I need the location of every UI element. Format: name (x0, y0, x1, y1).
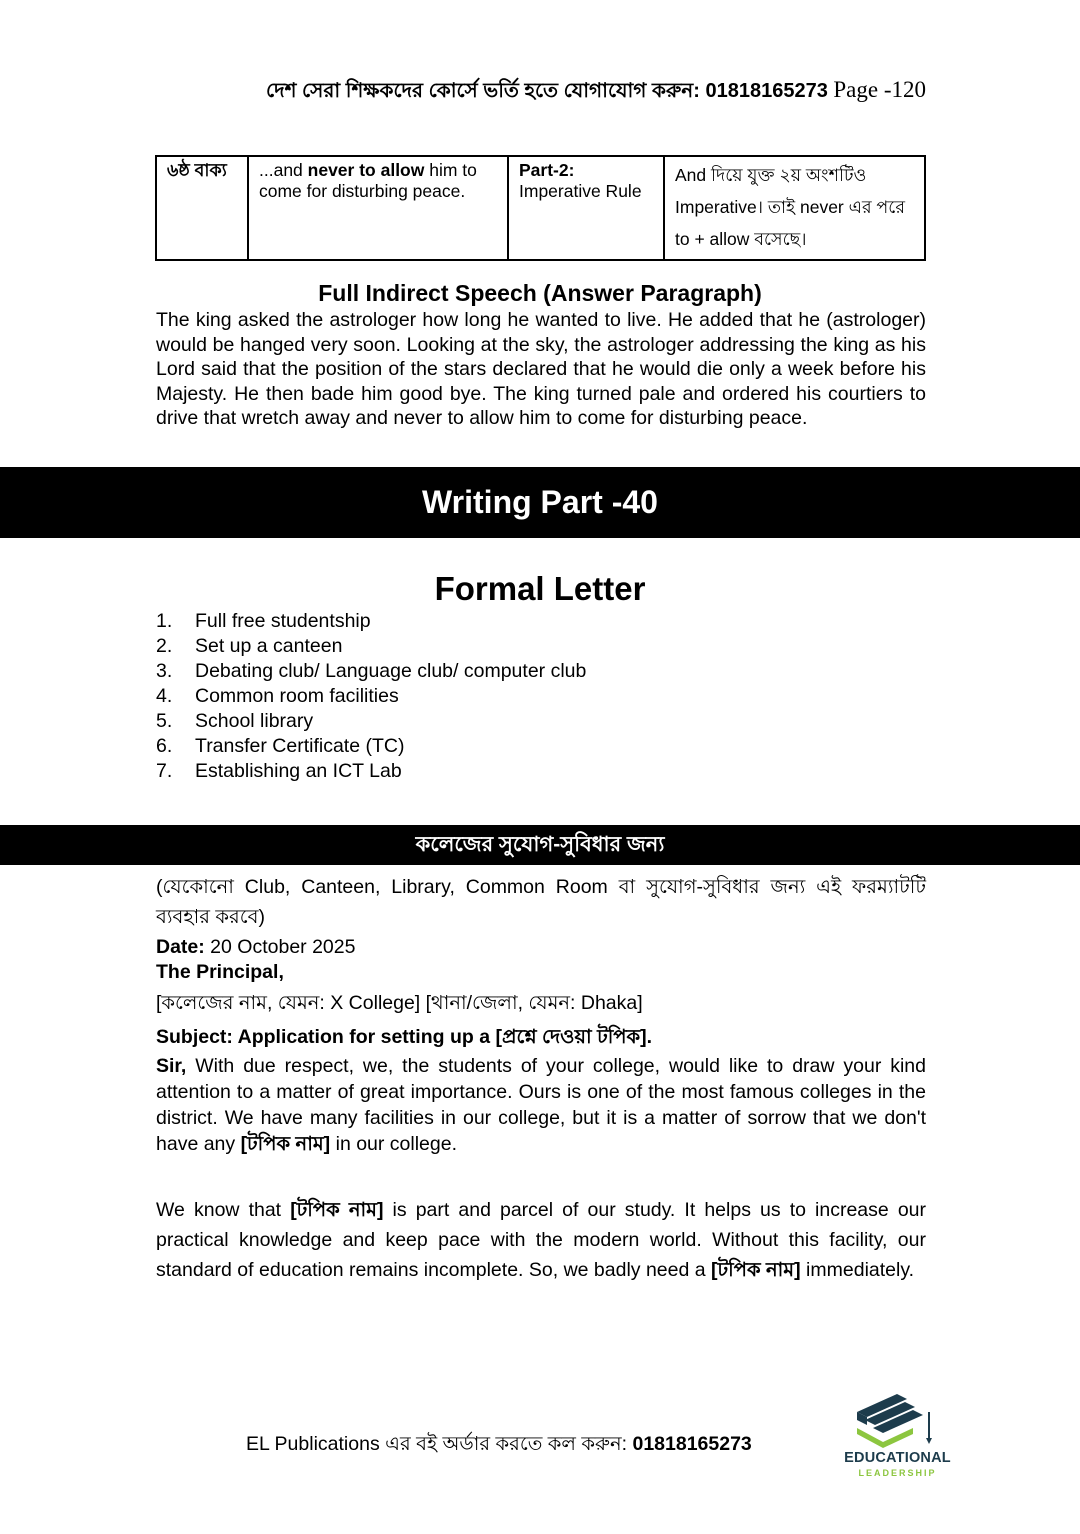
page-header (0, 76, 926, 109)
rule-table (155, 155, 926, 261)
body-text: With due respect, we, the students of your college, would like to draw your kind attention to a matter of great importance. Ours is one of the most famous colleges in the district. We have many facilities in our college, but it is a matter of sorrow that we don't have any (156, 1055, 926, 1155)
sub-section-band: কলেজের সুযোগ-সুবিধার জন্য (0, 825, 1080, 865)
item-label: Establishing an ICT Lab (195, 760, 402, 782)
item-number: 6. (156, 735, 173, 757)
body-text: is part and parcel of our study. It helps us to increase our practical knowledge and keep pace with the modern world. Without this facility, our standard of education remains incomplete. So, we badly need a (156, 1199, 927, 1281)
letter-address: [কলেজের নাম, যেমন: X College] [থানা/জেলা, যেমন: Dhaka] (156, 992, 643, 1014)
list-item (156, 684, 586, 709)
logo-line-2: LEADERSHIP (858, 1468, 937, 1478)
footer-text: EL Publications এর বই অর্ডার করতে কল করুন: (246, 1433, 633, 1455)
row-sentence (248, 156, 508, 260)
list-item (156, 709, 586, 734)
topic-list (156, 609, 586, 784)
list-item (156, 759, 586, 784)
item-number: 7. (156, 760, 173, 782)
body-text: We know that (156, 1199, 291, 1221)
table-row (156, 156, 925, 260)
letter-body-1 (156, 1053, 926, 1157)
page-footer (246, 1430, 752, 1462)
part-label: Part-2: (519, 160, 575, 180)
section-band: Writing Part -40 (0, 467, 1080, 538)
item-number: 5. (156, 710, 173, 732)
header-contact-text: দেশ সেরা শিক্ষকদের কোর্সে ভর্তি হতে যোগাযোগ করুন: 01818165273 (266, 80, 828, 102)
item-label: Debating club/ Language club/ computer club (195, 660, 587, 682)
indirect-speech-paragraph: The king asked the astrologer how long he wanted to live. He added that he (astrologer) would be hanged very soon. Looking at the sky, the astrologer addressing the king as his Lord said that the position of the stars declared that he would die only a week before his Majesty. He then bade him good bye. The king turned pale and ordered his courtiers to drive that wretch away and never to allow him to come for disturbing peace. (156, 309, 926, 429)
body-text: in our college. (330, 1133, 458, 1155)
educational-leadership-logo (835, 1390, 960, 1485)
item-label: School library (195, 710, 314, 732)
letter-recipient: The Principal, (156, 961, 284, 983)
list-item (156, 634, 586, 659)
body-text: immediately. (800, 1259, 915, 1281)
row-part (508, 156, 664, 260)
indirect-speech-heading: Full Indirect Speech (Answer Paragraph) (318, 280, 762, 306)
date-label: Date: (156, 936, 205, 958)
item-label: Set up a canteen (195, 635, 343, 657)
topic-placeholder: [টপিক নাম] (711, 1259, 801, 1281)
list-item (156, 609, 586, 634)
graduation-cap-e-icon (835, 1390, 960, 1450)
salutation: Sir, (156, 1055, 187, 1077)
letter-body-2 (156, 1195, 926, 1285)
row-label: ৬ষ্ঠ বাক্য (156, 156, 248, 260)
row-explanation: And দিয়ে যুক্ত ২য় অংশটিও Imperative। তাই never এর পরে to + allow বসেছে। (664, 156, 925, 260)
list-item (156, 734, 586, 759)
item-label: Transfer Certificate (TC) (195, 735, 405, 757)
formal-letter-title: Formal Letter (434, 570, 646, 607)
sentence-highlight: never to allow (307, 160, 425, 180)
sentence-text: ...and (259, 160, 308, 180)
sentence-text: him to come for disturbing peace. (259, 160, 477, 201)
page-number: Page -120 (833, 77, 926, 102)
item-label: Full free studentship (195, 610, 371, 632)
logo-line-1: EDUCATIONAL (844, 1450, 951, 1466)
date-value: 20 October 2025 (204, 936, 356, 958)
letter-subject: Subject: Application for setting up a [প্রশ্নে দেওয়া টপিক]. (156, 1026, 653, 1048)
topic-placeholder: [টপিক নাম] (290, 1199, 384, 1221)
letter-date (156, 935, 926, 960)
item-label: Common room facilities (195, 685, 399, 707)
part-rule: Imperative Rule (519, 181, 642, 201)
letter-note: (যেকোনো Club, Canteen, Library, Common Room বা সুযোগ-সুবিধার জন্য এই ফরম্যাটটি ব্যবহার করবে) (156, 876, 926, 928)
topic-placeholder: [টপিক নাম] (240, 1133, 331, 1155)
item-number: 3. (156, 660, 173, 682)
item-number: 4. (156, 685, 173, 707)
item-number: 1. (156, 610, 173, 632)
footer-phone: 01818165273 (632, 1433, 752, 1455)
list-item (156, 659, 586, 684)
item-number: 2. (156, 635, 173, 657)
